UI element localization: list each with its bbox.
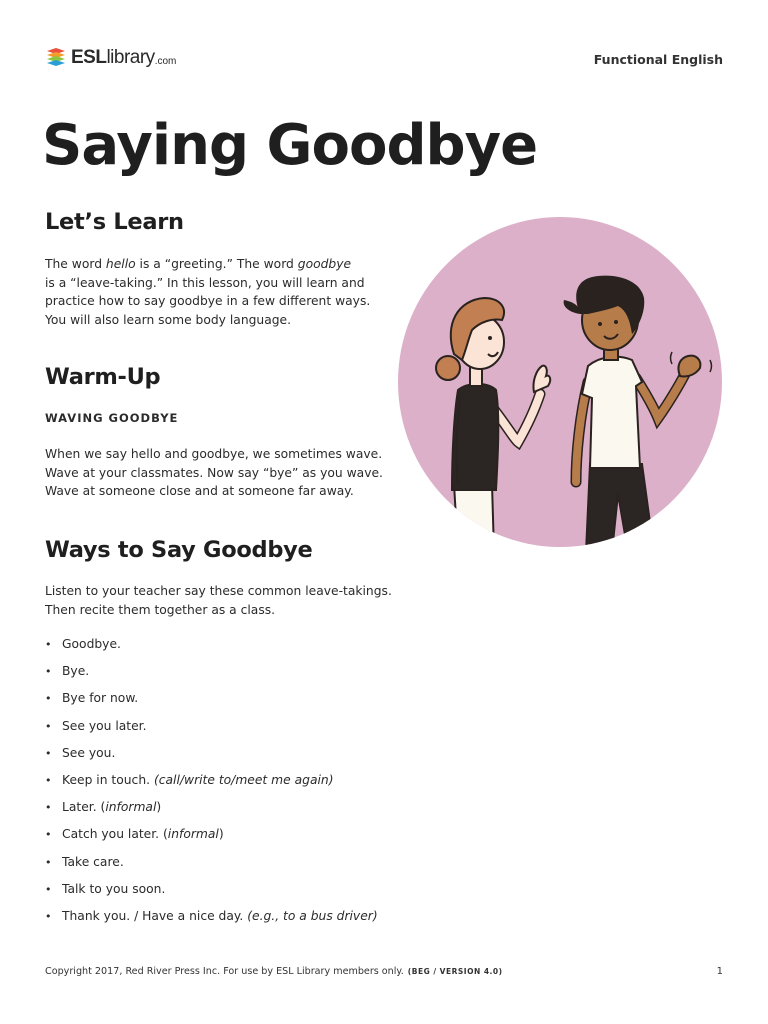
category-label: Functional English	[593, 52, 723, 67]
leave-taking-list	[45, 631, 378, 930]
warm-up-subheading: WAVING GOODBYE	[45, 411, 179, 425]
lets-learn-line: is a “leave-taking.” In this lesson, you will learn and	[45, 275, 365, 290]
ways-heading: Ways to Say Goodbye	[45, 537, 313, 563]
ways-intro	[45, 582, 405, 619]
pink-circle-background	[398, 217, 722, 547]
lets-learn-line: The word hello is a “greeting.” The word goodbye	[45, 257, 352, 271]
logo-domain: .com	[154, 56, 177, 67]
list-item: • See you.	[45, 740, 378, 767]
list-item: • See you later.	[45, 713, 378, 740]
waving-goodbye-illustration	[396, 214, 724, 552]
logo-brand: ESL	[71, 47, 107, 68]
warm-up-line: Wave at your classmates. Now say “bye” as you wave.	[45, 465, 383, 480]
lets-learn-heading: Let’s Learn	[45, 209, 184, 235]
warm-up-line: Wave at someone close and at someone far away.	[45, 484, 354, 498]
warm-up-heading: Warm-Up	[45, 364, 161, 390]
lets-learn-section	[45, 209, 184, 235]
list-item: • Later. (informal)	[45, 794, 378, 821]
list-item: • Goodbye.	[45, 631, 378, 658]
copyright-text: Copyright 2017, Red River Press Inc. For use by ESL Library members only.	[45, 966, 404, 977]
warm-up-paragraph	[45, 445, 385, 501]
footer-copyright	[45, 966, 503, 977]
ways-section	[45, 537, 312, 563]
list-item: • Catch you later. (informal)	[45, 821, 378, 848]
list-item: • Take care.	[45, 849, 378, 876]
list-item: • Thank you. / Have a nice day. (e.g., to a bus driver)	[45, 903, 378, 930]
lets-learn-paragraph	[45, 255, 385, 329]
list-item: • Talk to you soon.	[45, 876, 378, 903]
lets-learn-line: practice how to say goodbye in a few different ways.	[45, 294, 371, 308]
book-stack-logo-icon	[45, 46, 67, 70]
warm-up-line: When we say hello and goodbye, we sometimes wave.	[45, 447, 383, 461]
list-item: • Bye for now.	[45, 685, 378, 712]
page-title: Saying Goodbye	[42, 113, 538, 178]
page-number: 1	[716, 966, 723, 977]
list-item: • Keep in touch. (call/write to/meet me again)	[45, 767, 378, 794]
esl-library-logo	[45, 45, 176, 71]
logo-library: library	[106, 47, 155, 68]
lets-learn-line: You will also learn some body language.	[45, 312, 292, 327]
ways-intro-line: Then recite them together as a class.	[45, 602, 276, 617]
warm-up-section	[45, 364, 160, 390]
version-label: (BEG / VERSION 4.0)	[407, 967, 503, 976]
ways-intro-line: Listen to your teacher say these common leave-takings.	[45, 584, 392, 598]
list-item: • Bye.	[45, 658, 378, 685]
